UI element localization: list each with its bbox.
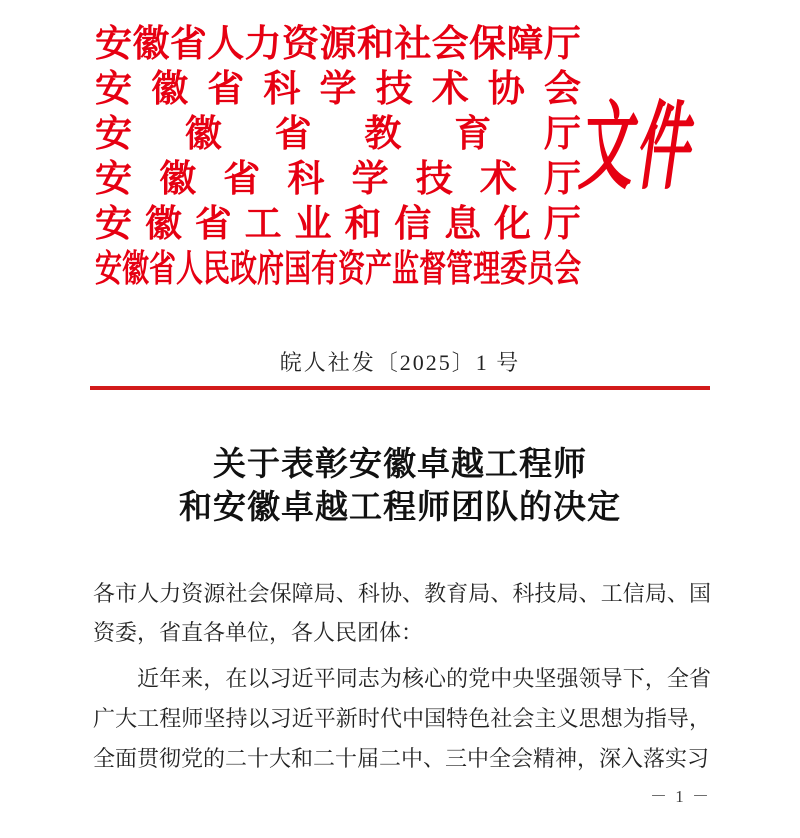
agency-char: 科 xyxy=(287,159,325,200)
agency-char: 源 xyxy=(319,24,357,65)
agency-char: 社 xyxy=(394,24,432,65)
agency-char: 会 xyxy=(431,24,469,65)
agency-char: 化 xyxy=(494,204,531,245)
agency-char: 协 xyxy=(487,69,525,110)
agency-char: 息 xyxy=(444,204,482,245)
agency-char: 和 xyxy=(344,204,382,245)
document-label-wenjian: 文件 xyxy=(577,94,692,201)
agency-char: 工 xyxy=(244,204,282,245)
agency-char: 育 xyxy=(454,114,492,155)
agency-char: 省 xyxy=(223,159,261,200)
letterhead-agency-list xyxy=(95,22,581,292)
agency-char: 学 xyxy=(351,159,389,200)
agency-char: 技 xyxy=(415,159,453,200)
agency-line-5 xyxy=(95,202,581,247)
agency-char: 信 xyxy=(394,204,432,245)
agency-line-1 xyxy=(95,22,581,67)
agency-char: 省 xyxy=(194,204,232,245)
agency-char: 科 xyxy=(263,69,301,110)
agency-char: 徽 xyxy=(132,24,170,65)
document-reference-number: 皖人社发〔2025〕1 号 xyxy=(279,350,521,375)
agency-char: 省 xyxy=(169,24,207,65)
agency-char: 力 xyxy=(244,24,282,65)
agency-char: 会 xyxy=(544,69,581,110)
agency-char: 省 xyxy=(207,69,245,110)
salutation-paragraph: 各市人力资源社会保障局、科协、教育局、科技局、工信局、国资委，省直各单位，各人民团体： xyxy=(93,581,711,645)
agency-char: 厅 xyxy=(543,204,581,245)
red-divider-line xyxy=(90,386,710,390)
agency-char: 安 xyxy=(95,69,132,110)
agency-char: 省 xyxy=(274,114,312,155)
agency-char: 厅 xyxy=(543,24,581,65)
agency-line-3 xyxy=(95,112,581,157)
agency-char: 安 xyxy=(95,204,132,245)
document-title xyxy=(0,444,800,530)
agency-line-2 xyxy=(95,67,581,112)
agency-char: 安 xyxy=(95,159,132,200)
agency-char: 徽 xyxy=(159,159,197,200)
agency-char: 技 xyxy=(375,69,413,110)
agency-char: 业 xyxy=(294,204,332,245)
agency-char: 术 xyxy=(431,69,469,110)
agency-char: 术 xyxy=(479,159,517,200)
agency-char: 障 xyxy=(506,24,544,65)
agency-char: 徽 xyxy=(151,69,189,110)
body-paragraph-1: 近年来，在以习近平同志为核心的党中央坚强领导下，全省广大工程师坚持以习近平新时代中国特色社会主义思想为指导，全面贯彻党的二十大和二十届二中、三中全会精神，深入落实习 xyxy=(93,666,711,771)
agency-char: 安 xyxy=(95,24,132,65)
agency-char: 和 xyxy=(356,24,394,65)
agency-char: 学 xyxy=(319,69,357,110)
agency-char: 徽 xyxy=(144,204,182,245)
agency-char: 厅 xyxy=(543,159,581,200)
agency-char: 保 xyxy=(469,24,507,65)
agency-line-4 xyxy=(95,157,581,202)
agency-char: 徽 xyxy=(184,114,222,155)
title-line-2: 和安徽卓越工程师团队的决定 xyxy=(179,490,621,526)
agency-char: 厅 xyxy=(543,114,581,155)
agency-line-6 xyxy=(95,247,581,292)
agency-char: 教 xyxy=(364,114,402,155)
agency-char: 资 xyxy=(282,24,320,65)
agency-char: 人 xyxy=(207,24,245,65)
agency-char: 安 xyxy=(95,114,132,155)
page-number: － 1 － xyxy=(650,787,711,806)
title-line-1: 关于表彰安徽卓越工程师 xyxy=(213,447,587,483)
agency-line-6-text: 安徽省人民政府国有资产监督管理委员会 xyxy=(95,249,582,290)
